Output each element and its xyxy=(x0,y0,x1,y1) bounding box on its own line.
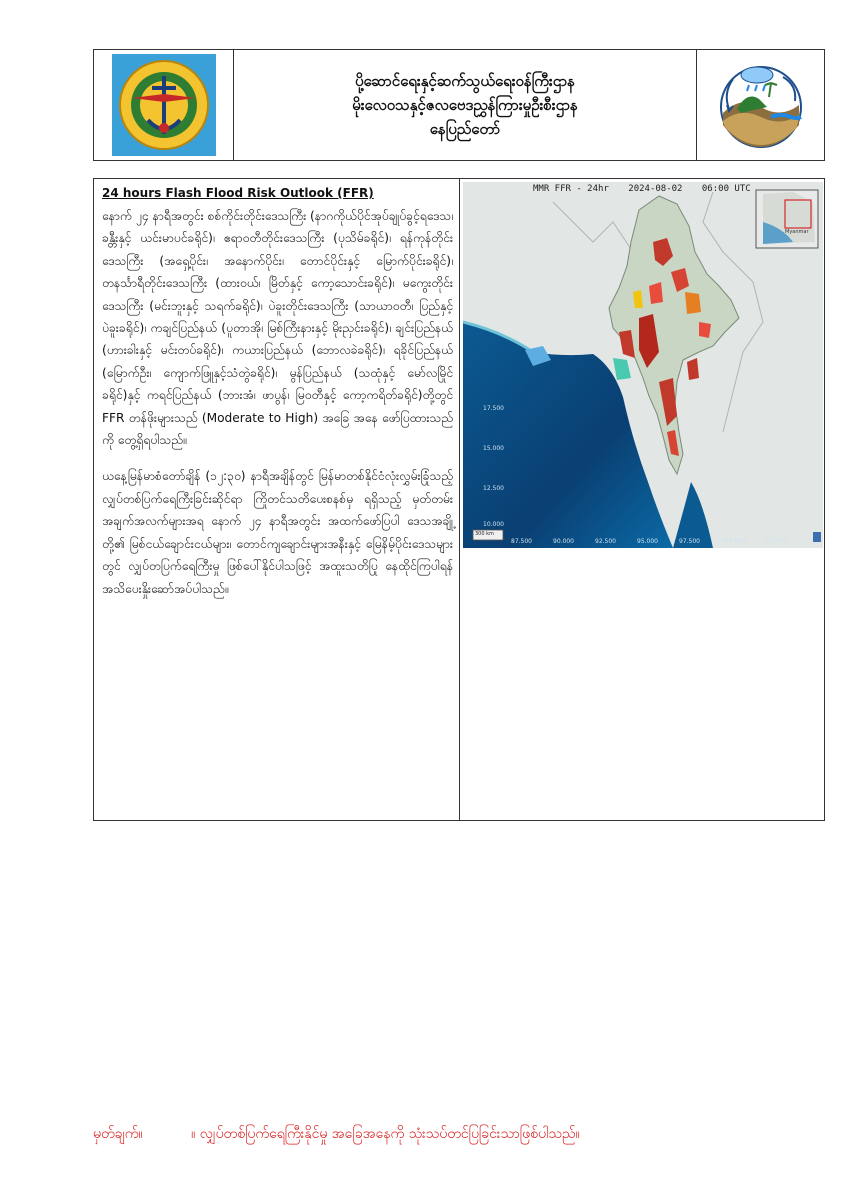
left-logo-cell xyxy=(94,50,234,160)
hydrology-logo-icon xyxy=(711,55,811,155)
footnote-text: ။ လျှပ်တစ်ပြက်ရေကြီးနိုင်မှု အခြေအနေကို သုံးသပ်တင်ပြခြင်းသာဖြစ်ပါသည်။ xyxy=(191,1126,580,1142)
header-table xyxy=(93,49,825,161)
right-logo-cell xyxy=(696,50,824,160)
lon-label: 92.500 xyxy=(595,538,616,545)
lat-label: 12.500 xyxy=(483,485,504,492)
outlook-paragraph: နောက် ၂၄ နာရီအတွင်း စစ်ကိုင်းတိုင်းဒေသကြီး (နာဂကိုယ်ပိုင်အုပ်ချုပ်ခွင့်ရဒေသ၊ ခန္တီးနှင့် ယင်းမာပင်ခရိုင်)၊ ဧရာဝတီတိုင်းဒေသကြီး (ပုသိမ်ခရိုင်)၊ ရန်ကုန်တိုင်းဒေသကြီး (အရှေ့ပိုင်း၊ အနောက်ပိုင်း၊ တောင်ပိုင်းနှင့် မြောက်ပိုင်းခရိုင်)၊ တနင်္သာရီတိုင်းဒေသကြီး (ထားဝယ်၊ မြိတ်နှင့် ကော့သောင်းခရိုင်)၊ မကွေးတိုင်းဒေသကြီး (မင်းဘူးနှင့် သရက်ခရိုင်)၊ ပဲခူးတိုင်းဒေသကြီး (သာယာဝတီ၊ ပြည်နှင့် ပဲခူးခရိုင်)၊ ကချင်ပြည်နယ် (ပူတာအို၊ မြစ်ကြီးနားနှင့် မိုးညှင်းခရိုင်)၊ ချင်းပြည်နယ် (ဟားခါးနှင့် မင်းတပ်ခရိုင်)၊ ကယားပြည်နယ် (ဘောလခဲခရိုင်)၊ ရခိုင်ပြည်နယ် (မြောက်ဦး၊ ကျောက်ဖြူနှင့်သံတွဲခရိုင်)၊ မွန်ပြည်နယ် (သထုံနှင့် မော်လမြိုင်ခရိုင်)နှင့် ကရင်ပြည်နယ် (ဘားအံ၊ ဖာပွန်၊ မြဝတီနှင့် ကော့ကရိတ်ခရိုင်)တို့တွင် FFR တန်ဖိုးများသည် (Moderate to High) အခြေ အနေ ဖော်ပြထားသည်ကို တွေ့ရှိရပါသည်။ xyxy=(102,209,453,448)
lat-label: 17.500 xyxy=(483,405,504,412)
lon-label: 95.000 xyxy=(637,538,658,545)
map-product-label: MMR FFR - 24hr xyxy=(533,184,609,194)
inset-label: Myanmar xyxy=(785,229,809,235)
lon-label: 97.500 xyxy=(679,538,700,545)
lon-label: 102.500 xyxy=(763,538,788,545)
ffr-map-graphic xyxy=(463,182,823,548)
lon-label: 87.500 xyxy=(511,538,532,545)
department-name: မိုးလေဝသနှင့်ဇလဗေဒညွှန်ကြားမှုဦးစီးဌာန xyxy=(352,96,578,114)
header-title-cell xyxy=(234,50,696,160)
lat-label: 10.000 xyxy=(483,521,504,528)
lon-label: 100.000 xyxy=(721,538,746,545)
content-table xyxy=(93,178,825,821)
map-title-bar xyxy=(533,184,765,194)
footnote-label: မှတ်ချက်။ xyxy=(93,1126,143,1142)
ffr-map xyxy=(463,182,823,548)
section-title: 24 hours Flash Flood Risk Outlook (FFR) xyxy=(102,186,374,200)
map-time: 06:00 UTC xyxy=(701,184,751,194)
map-date: 2024-08-02 xyxy=(628,184,683,194)
ministry-name: ပို့ဆောင်ရေးနှင့်ဆက်သွယ်ရေးဝန်ကြီးဌာန xyxy=(355,72,575,90)
lon-label: 90.000 xyxy=(553,538,574,545)
footnote xyxy=(93,1124,825,1145)
warning-paragraph: ယနေ့မြန်မာစံတော်ချိန် (၁၂:၃၀) နာရီအချိန်တွင် မြန်မာတစ်နိုင်ငံလုံးလွှမ်းခြုံသည့် လျှပ်တစ်ပြက်ရေကြီးခြင်းဆိုင်ရာ ကြိုတင်သတိပေးစနစ်မှ ရရှိသည့် မှတ်တမ်းအချက်အလက်များအရ နောက် ၂၄ နာရီအတွင်း အထက်ဖော်ပြပါ ဒေသအချို့တို့၏ မြစ်ငယ်ချောင်းငယ်များ၊ တောင်ကျချောင်းများအနီးနှင့် မြေနိမ့်ပိုင်းဒေသများတွင် လျှပ်တပြက်ရေကြီးမှု ဖြစ်ပေါ်နိုင်ပါသဖြင့် အထူးသတိပြု နေထိုင်ကြပါရန် အသိပေးနှိုးဆော်အပ်ပါသည်။ xyxy=(102,469,453,596)
ministry-emblem-icon xyxy=(112,54,216,156)
map-column xyxy=(460,179,824,820)
city-name: နေပြည်တော် xyxy=(429,120,501,138)
lat-label: 15.000 xyxy=(483,445,504,452)
text-column xyxy=(94,179,460,820)
scale-bar-label: 300 km xyxy=(475,531,494,537)
